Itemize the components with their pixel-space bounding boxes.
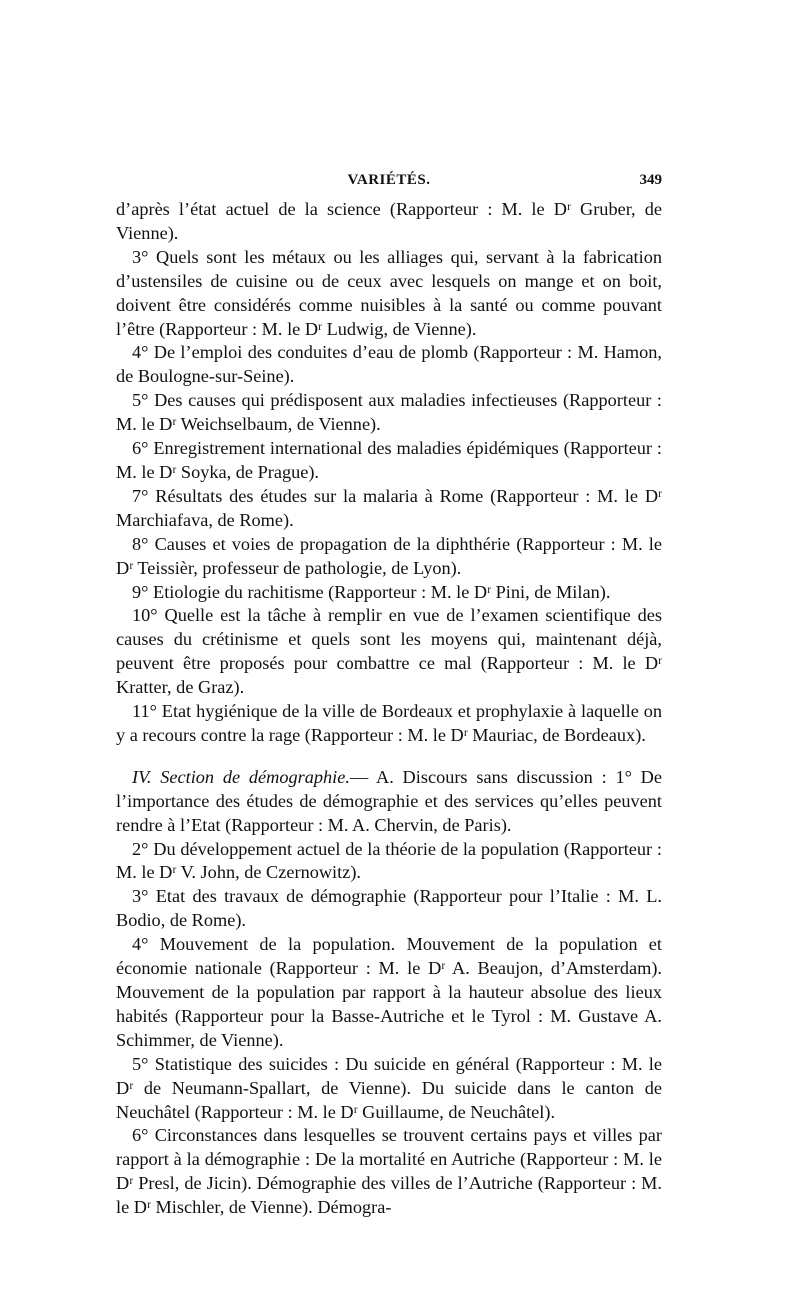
paragraph: 4° Mouvement de la population. Mouvement de la population et économie nationale (Rapporteur : M. le Dʳ A. Beaujon, d’Amsterdam). Mouvement de la population par rapport à la hauteur absolue des lieux habités (Rapporteur pour la Basse-Autriche et le Tyrol : M. Gustave A. Schimmer, de Vienne).: [116, 934, 662, 1050]
running-header: [116, 172, 662, 194]
paragraph: 5° Des causes qui prédisposent aux maladies infectieuses (Rapporteur : M. le Dʳ Weichselbaum, de Vienne).: [116, 390, 662, 435]
section-paragraph: [116, 766, 662, 838]
paragraph: 10° Quelle est la tâche à remplir en vue de l’examen scientifique des causes du crétinisme et quels sont les moyens qui, maintenant déjà, peuvent être proposés pour combattre ce mal (Rapporteur : M. le Dʳ Kratter, de Graz).: [116, 605, 662, 698]
paragraph: 11° Etat hygiénique de la ville de Bordeaux et prophylaxie à laquelle on y a recours contre la rage (Rapporteur : M. le Dʳ Mauriac, de Bordeaux).: [116, 701, 662, 745]
section-heading: IV. Section de démographie.: [132, 766, 350, 787]
page-number: 349: [639, 172, 662, 188]
paragraph: 6° Circonstances dans lesquelles se trouvent certains pays et villes par rapport à la démographie : De la mortalité en Autriche (Rapporteur : M. le Dʳ Presl, de Jicin). Démographie des villes de l’Autriche (Rapporteur : M. le Dʳ Mischler, de Vienne). Démogra-: [116, 1125, 662, 1218]
body-text: [116, 198, 662, 1220]
paragraph: 8° Causes et voies de propagation de la diphthérie (Rapporteur : M. le Dʳ Teissièr, professeur de pathologie, de Lyon).: [116, 533, 662, 578]
paragraph: 9° Etiologie du rachitisme (Rapporteur : M. le Dʳ Pini, de Milan).: [132, 581, 611, 602]
paragraph: 6° Enregistrement international des maladies épidémiques (Rapporteur : M. le Dʳ Soyka, de Prague).: [116, 438, 662, 482]
running-title: VARIÉTÉS.: [347, 172, 431, 188]
paragraph: 3° Etat des travaux de démographie (Rapporteur pour l’Italie : M. L. Bodio, de Rome).: [116, 886, 662, 931]
paragraph: 7° Résultats des études sur la malaria à Rome (Rapporteur : M. le Dʳ Marchiafava, de Rome).: [116, 485, 662, 530]
section-intro: — A. Discours sans discussion : 1° De l’importance des études de démographie et des services qu’elles peuvent rendre à l’Etat (Rapporteur : M. A. Chervin, de Paris).: [116, 766, 662, 835]
paragraph: 4° De l’emploi des conduites d’eau de plomb (Rapporteur : M. Hamon, de Boulogne-sur-Seine).: [116, 342, 662, 387]
paragraph: 2° Du développement actuel de la théorie de la population (Rapporteur : M. le Dʳ V. John, de Czernowitz).: [116, 838, 662, 883]
paragraph: 5° Statistique des suicides : Du suicide en général (Rapporteur : M. le Dʳ de Neumann-Spallart, de Vienne). Du suicide dans le canton de Neuchâtel (Rapporteur : M. le Dʳ Guillaume, de Neuchâtel).: [116, 1053, 662, 1122]
paragraph: d’après l’état actuel de la science (Rapporteur : M. le Dʳ Gruber, de Vienne).: [116, 199, 662, 243]
paragraph: 3° Quels sont les métaux ou les alliages qui, servant à la fabrication d’ustensiles de cuisine ou de ceux avec lesquels on mange et on boit, doivent être considérés comme nuisibles à la santé ou comme pouvant l’être (Rapporteur : M. le Dʳ Ludwig, de Vienne).: [116, 246, 662, 339]
